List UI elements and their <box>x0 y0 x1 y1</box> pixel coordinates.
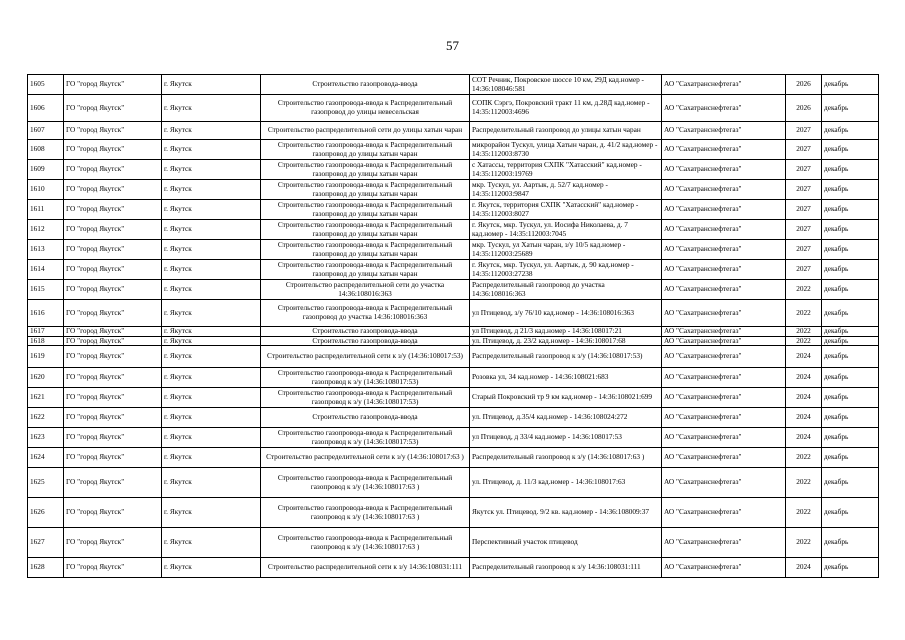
month-cell: декабрь <box>822 160 879 180</box>
month-cell: декабрь <box>822 180 879 200</box>
municipality-cell: ГО "город Якутск" <box>64 368 162 388</box>
table-row <box>28 200 879 220</box>
month-cell: декабрь <box>822 327 879 337</box>
year-cell: 2027 <box>786 240 822 260</box>
settlement-cell: г. Якутск <box>162 180 261 200</box>
address-cell: микрорайон Тускул, улица Хатын чаран, д. 41/2 кад.номер - 14:35:112003:8730 <box>470 140 662 160</box>
organization-cell: АО "Сахатранснефтегаз" <box>662 200 786 220</box>
work-description-cell: Строительство газопровода-ввода к Распределительный газопровод до улицы хатын чаран <box>261 180 470 200</box>
work-description-cell: Строительство газопровода-ввода <box>261 408 470 428</box>
month-cell: декабрь <box>822 558 879 578</box>
month-cell: декабрь <box>822 346 879 368</box>
work-description-cell: Строительство газопровода-ввода к Распределительный газопровод к з/у (14:36:108017:53) <box>261 388 470 408</box>
address-cell: Распределительный газопровод до улицы хатын чаран <box>470 122 662 140</box>
organization-cell: АО "Сахатранснефтегаз" <box>662 448 786 468</box>
registry-body <box>28 75 879 578</box>
month-cell: декабрь <box>822 336 879 346</box>
settlement-cell: г. Якутск <box>162 200 261 220</box>
settlement-cell: г. Якутск <box>162 160 261 180</box>
organization-cell: АО "Сахатранснефтегаз" <box>662 327 786 337</box>
month-cell: декабрь <box>822 498 879 528</box>
row-number: 1628 <box>28 558 64 578</box>
table-row <box>28 75 879 95</box>
address-cell: мкр. Тускул, ул. Аартык, д. 52/7 кад.номер - 14:35:112003:9847 <box>470 180 662 200</box>
organization-cell: АО "Сахатранснефтегаз" <box>662 528 786 558</box>
row-number: 1607 <box>28 122 64 140</box>
table-row <box>28 180 879 200</box>
row-number: 1621 <box>28 388 64 408</box>
year-cell: 2026 <box>786 75 822 95</box>
address-cell: ул. Птицевод, д. 23/2 кад.номер - 14:36:108017:68 <box>470 336 662 346</box>
month-cell: декабрь <box>822 388 879 408</box>
row-number: 1613 <box>28 240 64 260</box>
month-cell: декабрь <box>822 140 879 160</box>
address-cell: мкр. Тускул, ул Хатын чаран, з/у 10/5 кад.номер - 14:35:112003:25689 <box>470 240 662 260</box>
address-cell: с Хатассы, территория СХПК "Хатасский" кад.номер - 14:35:112003:19769 <box>470 160 662 180</box>
municipality-cell: ГО "город Якутск" <box>64 95 162 122</box>
row-number: 1620 <box>28 368 64 388</box>
address-cell: ул Птицевод, д 33/4 кад.номер - 14:36:108017:53 <box>470 428 662 448</box>
settlement-cell: г. Якутск <box>162 140 261 160</box>
address-cell: ул. Птицевод, д.35/4 кад.номер - 14:36:108024:272 <box>470 408 662 428</box>
month-cell: декабрь <box>822 468 879 498</box>
month-cell: декабрь <box>822 528 879 558</box>
organization-cell: АО "Сахатранснефтегаз" <box>662 498 786 528</box>
address-cell: Распределительный газопровод к з/у (14:36:108017:63 ) <box>470 448 662 468</box>
row-number: 1622 <box>28 408 64 428</box>
settlement-cell: г. Якутск <box>162 220 261 240</box>
work-description-cell: Строительство газопровода-ввода к Распределительный газопровод к з/у (14:36:108017:53) <box>261 428 470 448</box>
row-number: 1627 <box>28 528 64 558</box>
organization-cell: АО "Сахатранснефтегаз" <box>662 95 786 122</box>
month-cell: декабрь <box>822 220 879 240</box>
year-cell: 2022 <box>786 498 822 528</box>
organization-cell: АО "Сахатранснефтегаз" <box>662 558 786 578</box>
settlement-cell: г. Якутск <box>162 528 261 558</box>
municipality-cell: ГО "город Якутск" <box>64 448 162 468</box>
table-row <box>28 558 879 578</box>
organization-cell: АО "Сахатранснефтегаз" <box>662 300 786 327</box>
gas-pipeline-registry-table <box>27 74 879 578</box>
work-description-cell: Строительство газопровода-ввода к Распределительный газопровод к з/у (14:36:108017:63 ) <box>261 468 470 498</box>
settlement-cell: г. Якутск <box>162 448 261 468</box>
settlement-cell: г. Якутск <box>162 468 261 498</box>
address-cell: Розовка ул, 34 кад.номер - 14:36:108021:683 <box>470 368 662 388</box>
row-number: 1624 <box>28 448 64 468</box>
settlement-cell: г. Якутск <box>162 336 261 346</box>
row-number: 1605 <box>28 75 64 95</box>
row-number: 1625 <box>28 468 64 498</box>
municipality-cell: ГО "город Якутск" <box>64 428 162 448</box>
table-row <box>28 95 879 122</box>
organization-cell: АО "Сахатранснефтегаз" <box>662 122 786 140</box>
year-cell: 2024 <box>786 368 822 388</box>
organization-cell: АО "Сахатранснефтегаз" <box>662 140 786 160</box>
table-row <box>28 140 879 160</box>
work-description-cell: Строительство распределительной сети до улицы хатын чаран <box>261 122 470 140</box>
work-description-cell: Строительство распределительной сети к з/у (14:36:108017:53) <box>261 346 470 368</box>
settlement-cell: г. Якутск <box>162 408 261 428</box>
organization-cell: АО "Сахатранснефтегаз" <box>662 180 786 200</box>
municipality-cell: ГО "город Якутск" <box>64 468 162 498</box>
table-row <box>28 160 879 180</box>
organization-cell: АО "Сахатранснефтегаз" <box>662 468 786 498</box>
row-number: 1616 <box>28 300 64 327</box>
work-description-cell: Строительство газопровода-ввода к Распределительный газопровод к з/у (14:36:108017:63 ) <box>261 498 470 528</box>
table-row <box>28 220 879 240</box>
municipality-cell: ГО "город Якутск" <box>64 75 162 95</box>
municipality-cell: ГО "город Якутск" <box>64 280 162 300</box>
year-cell: 2022 <box>786 280 822 300</box>
year-cell: 2027 <box>786 220 822 240</box>
work-description-cell: Строительство газопровода-ввода к Распределительный газопровод до улицы хатын чаран <box>261 140 470 160</box>
year-cell: 2027 <box>786 122 822 140</box>
organization-cell: АО "Сахатранснефтегаз" <box>662 75 786 95</box>
table-row <box>28 528 879 558</box>
row-number: 1608 <box>28 140 64 160</box>
municipality-cell: ГО "город Якутск" <box>64 122 162 140</box>
month-cell: декабрь <box>822 408 879 428</box>
address-cell: Распределительный газопровод до участка 14:36:108016:363 <box>470 280 662 300</box>
year-cell: 2027 <box>786 140 822 160</box>
row-number: 1619 <box>28 346 64 368</box>
settlement-cell: г. Якутск <box>162 95 261 122</box>
organization-cell: АО "Сахатранснефтегаз" <box>662 240 786 260</box>
municipality-cell: ГО "город Якутск" <box>64 528 162 558</box>
month-cell: декабрь <box>822 300 879 327</box>
address-cell: Старый Покровский тр 9 км кад.номер - 14:36:108021:699 <box>470 388 662 408</box>
work-description-cell: Строительство газопровода-ввода <box>261 336 470 346</box>
municipality-cell: ГО "город Якутск" <box>64 498 162 528</box>
table-row <box>28 428 879 448</box>
organization-cell: АО "Сахатранснефтегаз" <box>662 428 786 448</box>
settlement-cell: г. Якутск <box>162 498 261 528</box>
settlement-cell: г. Якутск <box>162 388 261 408</box>
year-cell: 2022 <box>786 336 822 346</box>
work-description-cell: Строительство распределительной сети к з/у 14:36:108031:111 <box>261 558 470 578</box>
row-number: 1611 <box>28 200 64 220</box>
municipality-cell: ГО "город Якутск" <box>64 200 162 220</box>
row-number: 1606 <box>28 95 64 122</box>
row-number: 1617 <box>28 327 64 337</box>
year-cell: 2022 <box>786 448 822 468</box>
organization-cell: АО "Сахатранснефтегаз" <box>662 408 786 428</box>
year-cell: 2027 <box>786 200 822 220</box>
settlement-cell: г. Якутск <box>162 346 261 368</box>
row-number: 1614 <box>28 260 64 280</box>
organization-cell: АО "Сахатранснефтегаз" <box>662 336 786 346</box>
settlement-cell: г. Якутск <box>162 240 261 260</box>
month-cell: декабрь <box>822 200 879 220</box>
work-description-cell: Строительство газопровода-ввода к Распределительный газопровод до участка 14:36:108016:363 <box>261 300 470 327</box>
row-number: 1626 <box>28 498 64 528</box>
organization-cell: АО "Сахатранснефтегаз" <box>662 346 786 368</box>
year-cell: 2022 <box>786 300 822 327</box>
work-description-cell: Строительство газопровода-ввода к Распределительный газопровод до улицы хатын чаран <box>261 260 470 280</box>
address-cell: Якутск ул. Птицевод. 9/2 кв. кад.номер - 14:36:108009:37 <box>470 498 662 528</box>
work-description-cell: Строительство газопровода-ввода <box>261 327 470 337</box>
work-description-cell: Строительство газопровода-ввода к Распределительный газопровод до улицы хатын чаран <box>261 200 470 220</box>
municipality-cell: ГО "город Якутск" <box>64 140 162 160</box>
year-cell: 2024 <box>786 388 822 408</box>
month-cell: декабрь <box>822 75 879 95</box>
table-row <box>28 346 879 368</box>
municipality-cell: ГО "город Якутск" <box>64 180 162 200</box>
settlement-cell: г. Якутск <box>162 75 261 95</box>
year-cell: 2027 <box>786 160 822 180</box>
municipality-cell: ГО "город Якутск" <box>64 160 162 180</box>
municipality-cell: ГО "город Якутск" <box>64 260 162 280</box>
address-cell: Распределительный газопровод к з/у (14:36:108017:53) <box>470 346 662 368</box>
table-row <box>28 498 879 528</box>
month-cell: декабрь <box>822 280 879 300</box>
organization-cell: АО "Сахатранснефтегаз" <box>662 368 786 388</box>
municipality-cell: ГО "город Якутск" <box>64 558 162 578</box>
row-number: 1615 <box>28 280 64 300</box>
municipality-cell: ГО "город Якутск" <box>64 327 162 337</box>
municipality-cell: ГО "город Якутск" <box>64 346 162 368</box>
work-description-cell: Строительство газопровода-ввода к Распределительный газопровод до улицы хатын чаран <box>261 220 470 240</box>
work-description-cell: Строительство газопровода-ввода к Распределительный газопровод до улицы хатын чаран <box>261 160 470 180</box>
year-cell: 2024 <box>786 558 822 578</box>
address-cell: г. Якутск, мкр. Тускул, ул. Аартык, д. 90 кад.номер - 14:35:112003:27238 <box>470 260 662 280</box>
work-description-cell: Строительство газопровода-ввода к Распределительный газопровод к з/у (14:36:108017:53) <box>261 368 470 388</box>
municipality-cell: ГО "город Якутск" <box>64 220 162 240</box>
address-cell: г. Якутск, мкр. Тускул, ул. Иосифа Николаева, д. 7 кад.номер - 14:35:112003:7045 <box>470 220 662 240</box>
year-cell: 2022 <box>786 528 822 558</box>
table-row <box>28 448 879 468</box>
municipality-cell: ГО "город Якутск" <box>64 336 162 346</box>
address-cell: ул Птицевод, з/у 76/10 кад.номер - 14:36:108016:363 <box>470 300 662 327</box>
address-cell: ул. Птицевод, д. 11/3 кад.номер - 14:36:108017:63 <box>470 468 662 498</box>
year-cell: 2027 <box>786 260 822 280</box>
month-cell: декабрь <box>822 428 879 448</box>
table-row <box>28 468 879 498</box>
municipality-cell: ГО "город Якутск" <box>64 388 162 408</box>
address-cell: г. Якутск, территория СХПК "Хатасский" кад.номер - 14:35:112003:8027 <box>470 200 662 220</box>
table-row <box>28 240 879 260</box>
table-row <box>28 368 879 388</box>
month-cell: декабрь <box>822 122 879 140</box>
settlement-cell: г. Якутск <box>162 280 261 300</box>
table-row <box>28 388 879 408</box>
settlement-cell: г. Якутск <box>162 260 261 280</box>
table-row <box>28 260 879 280</box>
year-cell: 2024 <box>786 346 822 368</box>
organization-cell: АО "Сахатранснефтегаз" <box>662 388 786 408</box>
settlement-cell: г. Якутск <box>162 122 261 140</box>
settlement-cell: г. Якутск <box>162 558 261 578</box>
organization-cell: АО "Сахатранснефтегаз" <box>662 260 786 280</box>
row-number: 1618 <box>28 336 64 346</box>
row-number: 1612 <box>28 220 64 240</box>
work-description-cell: Строительство газопровода-ввода <box>261 75 470 95</box>
row-number: 1609 <box>28 160 64 180</box>
table-row <box>28 408 879 428</box>
table-row <box>28 336 879 346</box>
table-row <box>28 327 879 337</box>
year-cell: 2022 <box>786 327 822 337</box>
organization-cell: АО "Сахатранснефтегаз" <box>662 220 786 240</box>
municipality-cell: ГО "город Якутск" <box>64 240 162 260</box>
settlement-cell: г. Якутск <box>162 327 261 337</box>
work-description-cell: Строительство распределительной сети до участка 14:36:108016:363 <box>261 280 470 300</box>
row-number: 1623 <box>28 428 64 448</box>
year-cell: 2026 <box>786 95 822 122</box>
municipality-cell: ГО "город Якутск" <box>64 300 162 327</box>
work-description-cell: Строительство газопровода-ввода к Распределительный газопровод до улицы хатын чаран <box>261 240 470 260</box>
municipality-cell: ГО "город Якутск" <box>64 408 162 428</box>
address-cell: Перспективный участок птицевод <box>470 528 662 558</box>
table-row <box>28 300 879 327</box>
page-number: 57 <box>446 38 459 53</box>
table-row <box>28 280 879 300</box>
organization-cell: АО "Сахатранснефтегаз" <box>662 160 786 180</box>
month-cell: декабрь <box>822 240 879 260</box>
year-cell: 2024 <box>786 408 822 428</box>
organization-cell: АО "Сахатранснефтегаз" <box>662 280 786 300</box>
address-cell: СОТ Речник, Покровское шоссе 10 км, 29Д кад.номер - 14:36:108046:581 <box>470 75 662 95</box>
address-cell: Распределительный газопровод к з/у 14:36:108031:111 <box>470 558 662 578</box>
year-cell: 2024 <box>786 428 822 448</box>
settlement-cell: г. Якутск <box>162 300 261 327</box>
month-cell: декабрь <box>822 448 879 468</box>
address-cell: СОПК Сэргэ, Покровский тракт 11 км, д.28Д кад.номер - 14:35:112003:4696 <box>470 95 662 122</box>
month-cell: декабрь <box>822 260 879 280</box>
month-cell: декабрь <box>822 95 879 122</box>
settlement-cell: г. Якутск <box>162 428 261 448</box>
address-cell: ул Птицевод, д 21/3 кад.номер - 14:36:108017:21 <box>470 327 662 337</box>
year-cell: 2022 <box>786 468 822 498</box>
settlement-cell: г. Якутск <box>162 368 261 388</box>
year-cell: 2027 <box>786 180 822 200</box>
work-description-cell: Строительство распределительной сети к з/у (14:36:108017:63 ) <box>261 448 470 468</box>
table-row <box>28 122 879 140</box>
month-cell: декабрь <box>822 368 879 388</box>
row-number: 1610 <box>28 180 64 200</box>
work-description-cell: Строительство газопровода-ввода к Распределительный газопровод до улицы невесельская <box>261 95 470 122</box>
work-description-cell: Строительство газопровода-ввода к Распределительный газопровод к з/у (14:36:108017:63 ) <box>261 528 470 558</box>
